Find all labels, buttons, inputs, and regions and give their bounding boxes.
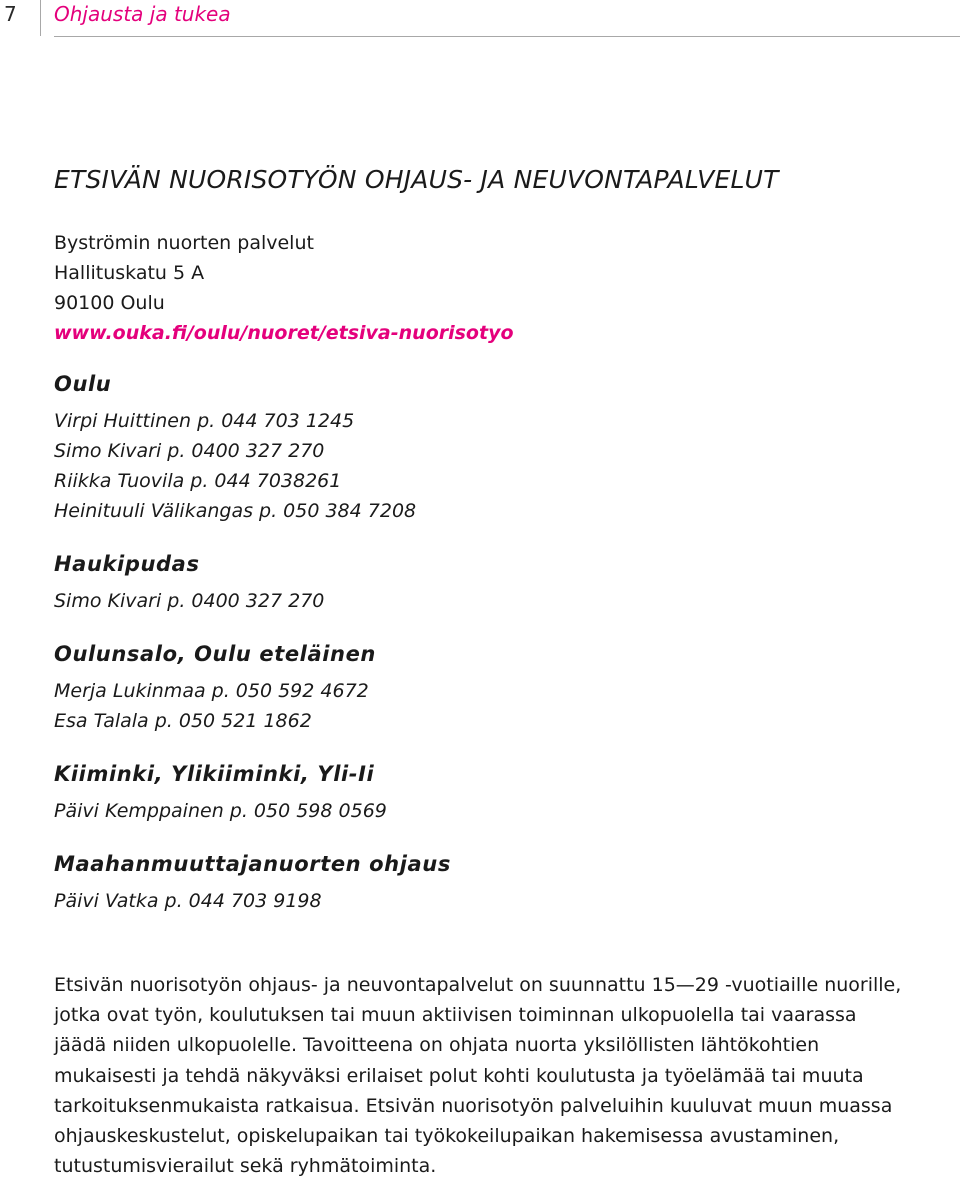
region-heading: Haukipudas: [54, 552, 200, 576]
running-head: Ohjausta ja tukea: [54, 2, 231, 26]
description-paragraph: Etsivän nuorisotyön ohjaus- ja neuvontapalvelut on suunnattu 15—29 -vuotiaille nuorille, jotka ovat työn, koulutuksen tai muun aktiivisen toiminnan ulkopuolella tai vaarassa jäädä niiden ulkopuolelle. Tavoitteena on ohjata nuorta yksilöllisten lähtökohtien mukaisesti ja tehdä näkyväksi erilaiset polut kohti koulutusta ja työelämää tai muuta tarkoituksenmukaista ratkaisua. Etsivän nuorisotyön palveluihin kuuluvat muun muassa ohjauskeskustelut, opiskelupaikan tai työkokeilupaikan hakemisessa avustaminen, tutustumisvierailut sekä ryhmätoiminta.: [54, 974, 902, 1178]
region-heading: Kiiminki, Ylikiiminki, Yli-Ii: [54, 762, 375, 786]
contact-line: Esa Talala p. 050 521 1862: [54, 710, 312, 732]
main-content: [54, 162, 914, 938]
postal-address: 90100 Oulu: [54, 292, 165, 314]
region-section: [54, 638, 914, 736]
contact-line: Heinituuli Välikangas p. 050 384 7208: [54, 500, 417, 522]
contact-line: Päivi Vatka p. 044 703 9198: [54, 890, 322, 912]
region-heading: Maahanmuuttajanuorten ohjaus: [54, 852, 451, 876]
header-rule: [54, 36, 960, 37]
street-address: Hallituskatu 5 A: [54, 262, 205, 284]
region-heading: Oulunsalo, Oulu eteläinen: [54, 642, 376, 666]
page-title: ETSIVÄN NUORISOTYÖN OHJAUS- JA NEUVONTAPALVELUT: [54, 165, 779, 194]
region-section: [54, 848, 914, 916]
page-header: [0, 0, 960, 30]
region-heading: Oulu: [54, 372, 112, 396]
contact-line: Virpi Huittinen p. 044 703 1245: [54, 410, 355, 432]
contact-line: Simo Kivari p. 0400 327 270: [54, 590, 325, 612]
region-section: [54, 368, 914, 526]
contact-line: Merja Lukinmaa p. 050 592 4672: [54, 680, 369, 702]
organization-name: Byströmin nuorten palvelut: [54, 232, 314, 254]
header-divider: [40, 0, 41, 36]
page-number: 7: [4, 2, 17, 26]
region-section: [54, 548, 914, 616]
address-block: [54, 228, 914, 348]
website-link[interactable]: www.ouka.fi/oulu/nuoret/etsiva-nuorisotyo: [54, 322, 514, 344]
region-section: [54, 758, 914, 826]
contact-line: Simo Kivari p. 0400 327 270: [54, 440, 325, 462]
contact-line: Riikka Tuovila p. 044 7038261: [54, 470, 342, 492]
contact-line: Päivi Kemppainen p. 050 598 0569: [54, 800, 387, 822]
